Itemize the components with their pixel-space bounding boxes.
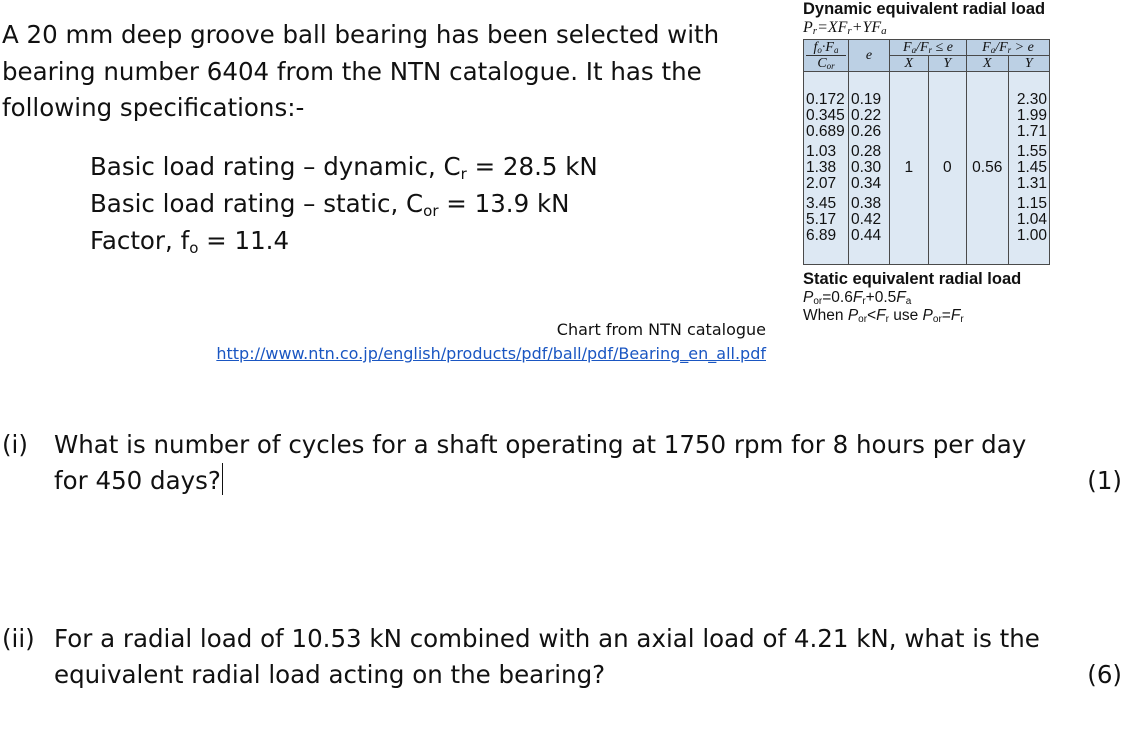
specifications [90, 148, 598, 259]
e-value-6: 0.38 [851, 195, 882, 212]
static-load-title: Static equivalent radial load [803, 270, 1022, 288]
ratio-values [806, 92, 846, 244]
e-value-5: 0.34 [851, 175, 882, 192]
e-value-7: 0.42 [851, 211, 882, 228]
y2-value-1: 1.99 [1016, 107, 1047, 124]
ratio-value-1: 0.345 [806, 107, 845, 124]
header-cond-le: $F_a/F_r \le e$ [890, 40, 967, 56]
ratio-value-8: 6.89 [806, 227, 837, 244]
header-cond-gt: $F_a/F_r > e$ [967, 40, 1050, 56]
y2-value-0: 2.30 [1016, 91, 1047, 108]
ratio-value-4: 1.38 [806, 159, 837, 176]
y2-value-6: 1.15 [1016, 195, 1047, 212]
spec-dynamic [90, 148, 598, 185]
spec-dynamic-label: Basic load rating – dynamic, C [90, 152, 461, 181]
e-value-2: 0.26 [851, 123, 882, 140]
static-load-note: When $P_{or}<F_r$ use $P_{or}=F_r$ [803, 307, 964, 325]
question-1-text [54, 427, 1054, 499]
e-value-0: 0.19 [851, 91, 882, 108]
dynamic-load-title: Dynamic equivalent radial load [803, 0, 1046, 18]
question-2-number: (ii) [2, 624, 35, 653]
static-load-formula: $P_{or}=0.6F_r+0.5F_a$ [803, 289, 912, 307]
ratio-value-7: 5.17 [806, 211, 837, 228]
y2-value-7: 1.04 [1016, 211, 1047, 228]
question-1-number: (i) [2, 430, 28, 459]
question-2-text: For a radial load of 10.53 kN combined with an axial load of 4.21 kN, what is the equivalent radial load acting on the bearing? [54, 624, 1040, 689]
e-value-4: 0.30 [851, 159, 882, 176]
header-x2: X [967, 56, 1009, 72]
x1-cell: 1 [890, 72, 929, 265]
x2-cell: 0.56 [967, 72, 1009, 265]
spec-static [90, 185, 598, 222]
spec-static-label: Basic load rating – static, C [90, 189, 424, 218]
chart-caption [216, 318, 766, 366]
ratio-value-5: 2.07 [806, 175, 837, 192]
y1-cell: 0 [928, 72, 967, 265]
header-e: e [849, 40, 890, 72]
spec-factor-sub: o [189, 239, 199, 257]
spec-dynamic-value: = 28.5 kN [466, 152, 598, 181]
ratio-value-3: 1.03 [806, 143, 837, 160]
spec-factor-label: Factor, f [90, 226, 190, 255]
question-2 [2, 621, 1122, 701]
e-column [849, 72, 890, 265]
header-x1: X [890, 56, 929, 72]
spec-factor-value: = 11.4 [198, 226, 290, 255]
header-y2: Y [1008, 56, 1050, 72]
y2-value-5: 1.31 [1016, 175, 1047, 192]
spec-dynamic-sub: r [460, 165, 467, 183]
e-value-8: 0.44 [851, 227, 882, 244]
spec-factor [90, 222, 598, 259]
y2-value-8: 1.00 [1016, 227, 1047, 244]
dynamic-load-formula: $P_r=XF_r+YF_a$ [803, 19, 887, 37]
header-y1: Y [928, 56, 967, 72]
y2-value-4: 1.45 [1016, 159, 1047, 176]
header-ratio: $f_o\cdot F_a$ $C_{or}$ [804, 40, 849, 72]
y2-column [1008, 72, 1050, 265]
ratio-value-6: 3.45 [806, 195, 837, 212]
caption-text: Chart from NTN catalogue [556, 320, 766, 339]
e-value-3: 0.28 [851, 143, 882, 160]
ratio-value-0: 0.172 [806, 91, 845, 108]
spec-static-value: = 13.9 kN [438, 189, 570, 218]
question-2-marks: (6) [1087, 660, 1122, 689]
load-factor-table [803, 39, 1050, 265]
ratio-value-2: 0.689 [806, 123, 845, 140]
e-values [851, 92, 887, 244]
y2-value-3: 1.55 [1016, 143, 1047, 160]
y2-value-2: 1.71 [1016, 123, 1047, 140]
question-1-marks: (1) [1087, 466, 1122, 495]
ratio-column [804, 72, 849, 265]
y2-values [1011, 92, 1048, 244]
e-value-1: 0.22 [851, 107, 882, 124]
question-1-body: What is number of cycles for a shaft operating at 1750 rpm for 8 hours per day for 450 days? [54, 430, 1027, 495]
spec-static-sub: or [423, 202, 439, 220]
ntn-load-chart [803, 0, 1103, 325]
catalogue-link[interactable]: http://www.ntn.co.jp/english/products/pdf/ball/pdf/Bearing_en_all.pdf [216, 344, 766, 363]
intro-paragraph: A 20 mm deep groove ball bearing has been selected with bearing number 6404 from the NTN catalogue. It has the following specifications:- [2, 20, 720, 122]
text-cursor [222, 463, 224, 495]
question-1 [2, 427, 1122, 507]
